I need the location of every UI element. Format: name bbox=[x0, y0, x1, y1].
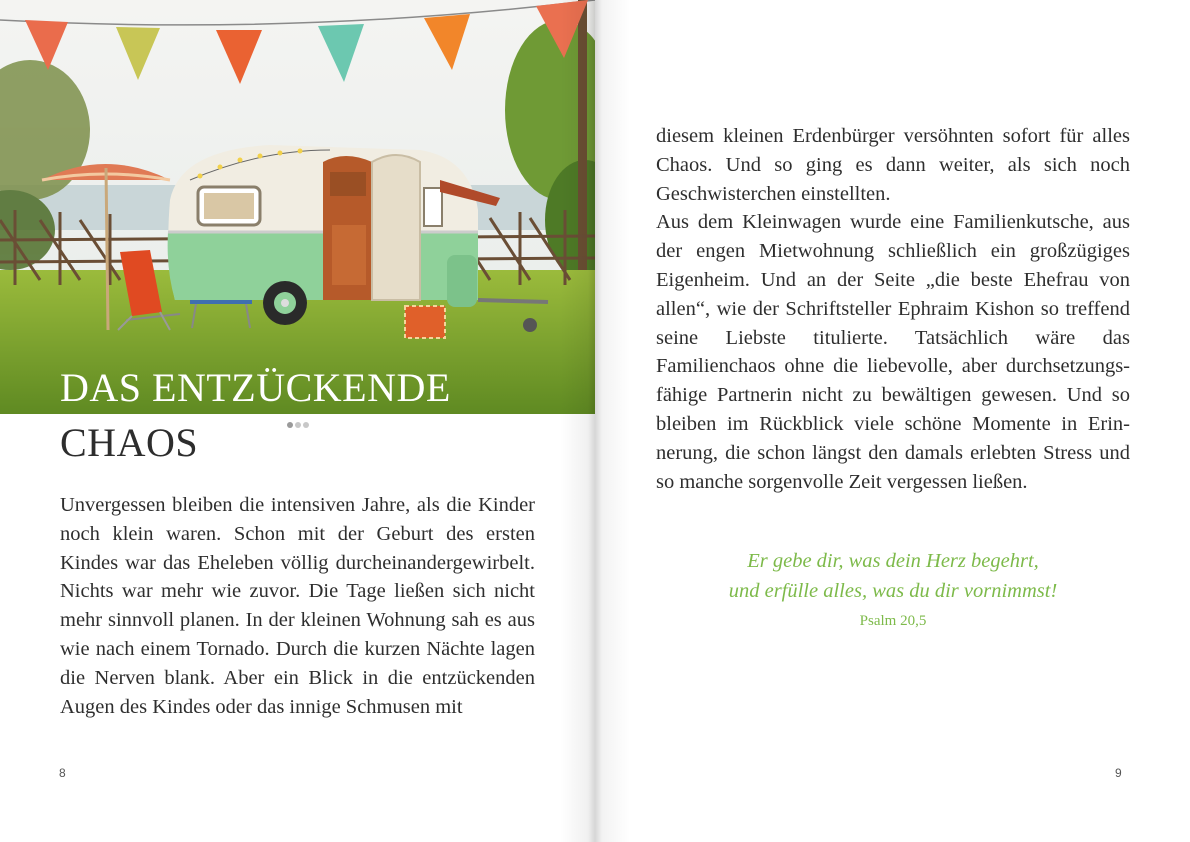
quote-line-2: und erfülle alles, was du dir vornimmst! bbox=[728, 579, 1058, 602]
caravan-photo bbox=[0, 0, 595, 414]
chapter-title-line2: CHAOS bbox=[60, 420, 199, 465]
right-paragraph-1: diesem kleinen Erdenbürger versöhnten sofort für alles Chaos. Und so ging es dann weiter, als sich noch Geschwisterchen einstellten. bbox=[656, 125, 1130, 205]
left-body-text bbox=[60, 491, 535, 721]
left-paragraph: Unvergessen bleiben die intensiven Jahre, als die Kinder noch klein waren. Schon mit der Geburt des ersten Kindes war das Eheleben völlig durcheinandergewirbelt. Nichts war mehr wie zuvor. Die Tage ließen sich nicht mehr sinnvoll planen. In der kleinen Wohnung sah es aus wie nach einem Tornado. Durch die kurzen Nächte lagen die Nerven blank. Aber ein Blick in die entzückenden Augen des Kindes oder das innige Schmusen mit bbox=[60, 494, 535, 718]
quote-line-1: Er gebe dir, was dein Herz begehrt, bbox=[747, 550, 1039, 572]
right-page bbox=[595, 0, 1190, 842]
psalm-quote bbox=[656, 547, 1130, 632]
chapter-title-line1: DAS ENTZÜCKENDE bbox=[60, 365, 451, 410]
page-number-left: 8 bbox=[59, 766, 66, 780]
ornament-dots bbox=[287, 422, 309, 428]
right-body-text bbox=[656, 122, 1130, 496]
page-number-right: 9 bbox=[1115, 766, 1122, 780]
right-paragraph-2: Aus dem Kleinwagen wurde eine Familienkutsche, aus der engen Mietwohnung schließlich ein großzügiges Eigenheim. Und an der Seite „die beste Ehefrau von allen“, wie der Schriftsteller Ephraim Kishon so treffend seine Liebste titulierte. Tatsächlich wäre das Familienchaos ohne die liebevolle, aber durchsetzungsfähige Partnerin nicht zu bewältigen gewesen. Und so bleiben im Rückblick viele schöne Momente in Erinnerung, die schon längst den damals erlebten Stress und so manche sorgenvolle Zeit vergessen ließen. bbox=[656, 211, 1130, 493]
quote-reference: Psalm 20,5 bbox=[859, 613, 927, 629]
